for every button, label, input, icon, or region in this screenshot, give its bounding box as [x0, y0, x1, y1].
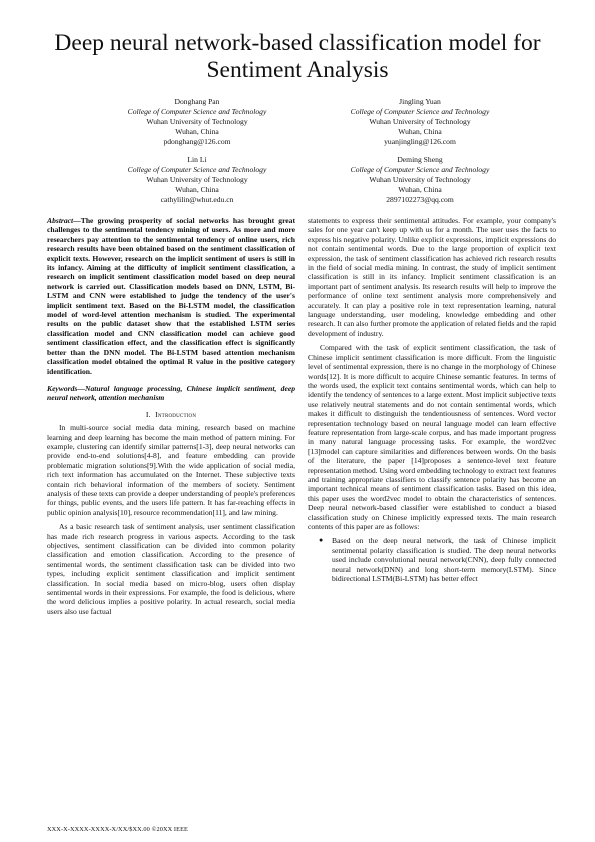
author-block-4 [320, 155, 520, 205]
section-heading [47, 410, 295, 419]
intro-paragraph-2: As a basic research task of sentiment analysis, user sentiment classification has made rich research progress in various aspects. According to the task objectives, sentiment classification can be divided into common polarity classification and emotion classification. According to the presence of sentimental words, the sentiment classification task can be divided into two types, including explicit sentiment classification and implicit sentiment classification. In social media based on micro-blog, users often display sentimental words in their expressions. For example, the food is delicious, where the word delicious implies a positive polarity. In actual research, social media users also use factual [47, 522, 295, 616]
author-name: Lin Li [187, 155, 207, 164]
author-email: cathylilin@whut.edu.cn [160, 194, 234, 204]
author-block-2 [320, 97, 520, 147]
author-email: pdonghang@126.com [163, 136, 231, 146]
contribution-list [308, 536, 556, 583]
keywords-text: Natural language processing, Chinese implicit sentiment, deep neural network, attention mechanism [47, 383, 295, 403]
intro-paragraph-4: Compared with the task of explicit sentiment classification, the task of Chinese implicit sentiment classification is more difficult. From the linguistic level of sentimental expression, there is no change in the morphology of Chinese words[12]. It is more difficult to acquire Chinese semantic features. In terms of the words used, the explicit text contains sentimental words, which can help to identify the tendency of sentences to a large extent. Most implicit subjective texts use relatively neutral statements and do not contain sentimental words, which makes it difficult to distinguish the tendentiousness of sentences. Word vector representation technology based on neural language model can learn effective feature representation from large-scale corpus, and has made important progress in many natural language processing tasks. For example, the word2vec [13]model can capture similarities and differences between words. On the basis of the literature, the paper [14]proposes a sentence-level text feature representation method. Using word embedding technology to extract text features and training appropriate classifiers to classify sentence polarity has become an important technical means of sentiment classification tasks. Based on this idea, this paper uses the word2vec model to obtain the characteristics of sentences. Deep neural network-based classifier were established to conduct a biased classification study on Chinese implicitly expressed texts. The main research contents of this paper are as follows: [308, 343, 556, 531]
author-email: 2897102273@qq.com [386, 194, 454, 204]
abstract-label: Abstract— [47, 216, 81, 225]
author-affiliation: College of Computer Science and Technology [350, 106, 490, 116]
keywords [47, 384, 295, 403]
section-number: I. [145, 409, 151, 419]
author-block-1 [97, 97, 297, 147]
abstract-text: The growing prosperity of social networks has brought great challenges to the sentimental tendency mining of users. As more and more researchers pay attention to the sentimental tendency of online users, rich research results have been obtained based on the sentiment classification of explicit texts. However, research on the implicit sentiment of users is still in its infancy. Aiming at the difficulty of implicit sentiment classification, a research on implicit sentiment classification model based on deep neural network is carried out. Classification models based on DNN, LSTM, Bi-LSTM and CNN were established to judge the tendency of the user's implicit sentiment text. Based on the Bi-LSTM model, the classification model of word-level attention mechanism is studied. The experimental results on the public dataset show that the established LSTM series classification model and CNN classification model can achieve good sentiment classification effect, and the classification effect is significantly better than the DNN model. The Bi-LSTM based attention mechanism classification model obtained the optimal R value in the positive category identification. [47, 216, 295, 376]
author-university: Wuhan University of Technology [369, 116, 471, 126]
list-item-text: Based on the deep neural network, the task of Chinese implicit sentimental polarity classification is studied. The deep neural networks used include convolutional neural network(CNN), deep fully connected neural network(DNN) and long short-term memory(LSTM). Since bidirectional LSTM(Bi-LSTM) has better effect [332, 536, 556, 584]
intro-paragraph-3: statements to express their sentimental attitudes. For example, your company's sales for one year can't keep up with us for a month. The user uses the facts to express his negative polarity. Unlike explicit expressions, implicit expressions do not contain sentimental words. Due to the large proportion of explicit text expression, the task of sentiment classification has achieved rich research results in the field of social media mining. In contrast, the study of implicit sentiment classification is still in its infancy. Implicit sentiment classification is an important part of sentiment analysis. Its research results will help to improve the performance of online text sentiment analysis more comprehensively and accurately. It can play a positive role in text representation learning, natural language understanding, user modeling, knowledge embedding and other research. It can also further promote the application of related fields and the rapid development of industry. [308, 216, 556, 338]
keywords-label: Keywords— [47, 383, 85, 393]
left-column [47, 216, 295, 616]
author-affiliation: College of Computer Science and Technology [127, 106, 267, 116]
author-location: Wuhan, China [398, 184, 442, 194]
author-email: yuanjingling@126.com [384, 136, 456, 146]
author-location: Wuhan, China [175, 184, 219, 194]
author-name: Donghang Pan [174, 97, 220, 106]
author-university: Wuhan University of Technology [146, 174, 248, 184]
intro-paragraph-1: In multi-source social media data mining, research based on machine learning and deep learning has become the main method of pattern mining. For example, clustering can identify similar patterns[1-3], deep neural networks can provide end-to-end solutions[4-8], and feature embedding can provide problematic migration solutions[9].With the wide application of social media, rich text information has accumulated on the Internet. These subjective texts contain rich behavioral information of the members of society. Sentiment analysis of these texts can provide a deeper understanding of people's preferences for things, public events, and the users life pattern. It has far-reaching effects in public opinion analysis[10], resource recommendation[11], and law mining. [47, 423, 295, 517]
paper-title: Deep neural network-based classification model for Sentiment Analysis [54, 30, 541, 83]
section-title: Introduction [155, 409, 197, 419]
author-block-3 [97, 155, 297, 205]
author-university: Wuhan University of Technology [146, 116, 248, 126]
author-affiliation: College of Computer Science and Technology [350, 164, 490, 174]
copyright-footer: XXX-X-XXXX-XXXX-X/XX/$XX.00 ©20XX IEEE [47, 826, 188, 833]
author-university: Wuhan University of Technology [369, 174, 471, 184]
author-affiliation: College of Computer Science and Technology [127, 164, 267, 174]
bullet-icon: ● [319, 536, 324, 545]
author-name: Jingling Yuan [399, 97, 441, 106]
list-item [319, 536, 556, 584]
right-column [308, 216, 556, 583]
abstract [47, 216, 295, 376]
author-name: Deming Sheng [397, 155, 443, 164]
author-location: Wuhan, China [398, 126, 442, 136]
author-location: Wuhan, China [175, 126, 219, 136]
